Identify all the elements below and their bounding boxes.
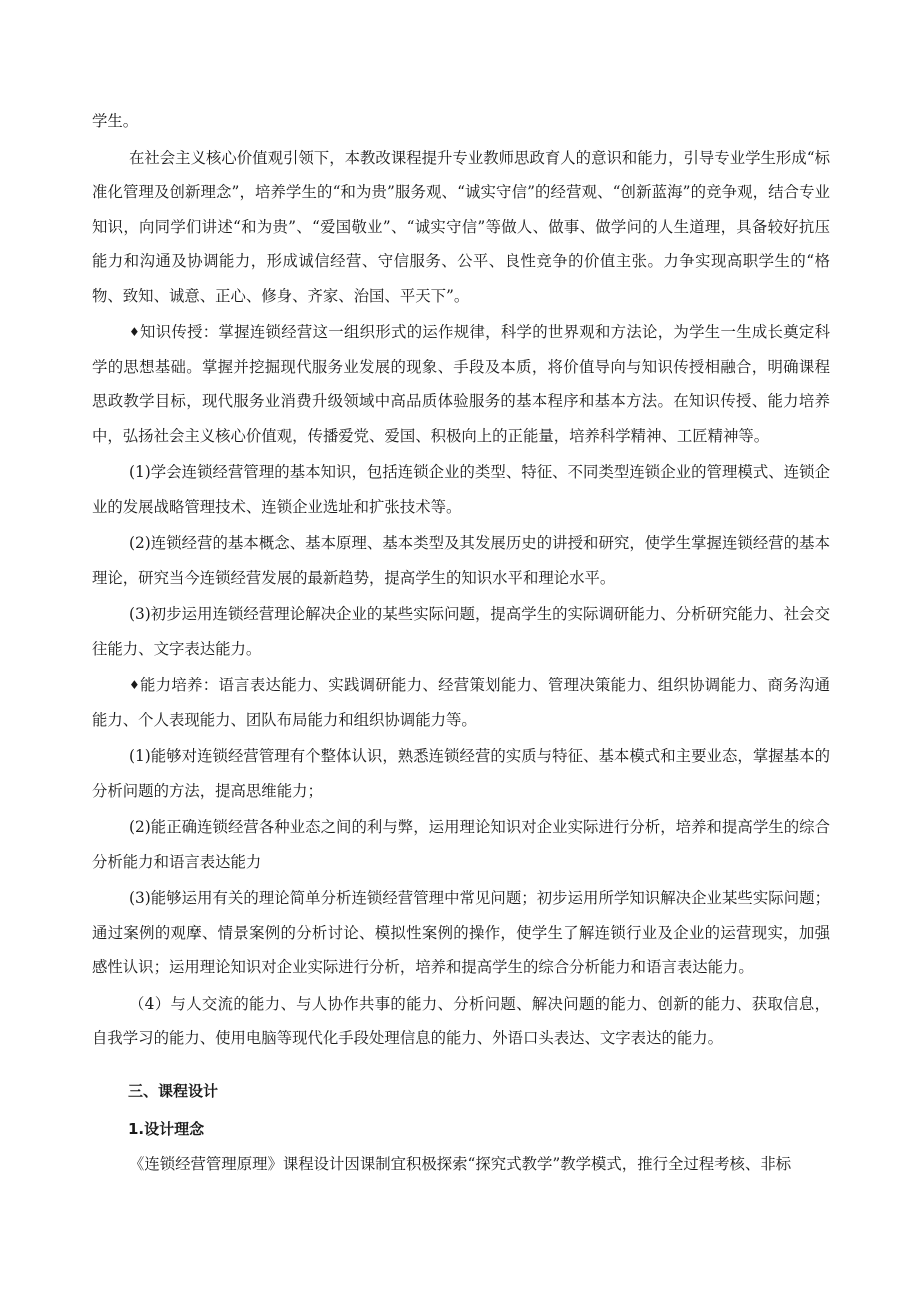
subsection-heading-design-concept: 1.设计理念 <box>128 1120 205 1138</box>
paragraph-design-concept: 《连锁经营管理原理》课程设计因课制宜积极探索“探究式教学”教学模式，推行全过程考核、非标 <box>128 1154 792 1173</box>
paragraph-core-values: 在社会主义核心价值观引领下，本教改课程提升专业教师思政育人的意识和能力，引导专业学生形成“标准化管理及创新理念”，培养学生的“和为贵”服务观、“诚实守信”的经营观、“创新蓝海”的竞争观，结合专业知识，向同学们讲述“和为贵”、“爱国敬业”、“诚实守信”等做人、做事、做学问的人生道理，具备较好抗压能力和沟通及协调能力，形成诚信经营、守信服务、公平、良性竞争的价值主张。力争实现高职学生的“格物、致知、诚意、正心、修身、齐家、治国、平天下”。 <box>92 148 830 305</box>
ability-item-4: （4）与人交流的能力、与人协作共事的能力、分析问题、解决问题的能力、创新的能力、获取信息，自我学习的能力、使用电脑等现代化手段处理信息的能力、外语口头表达、文字表达的能力。 <box>92 994 830 1047</box>
document-page <box>92 104 830 1183</box>
paragraph-knowledge-transfer <box>92 315 830 453</box>
ability-training-text: 能力培养：语言表达能力、实践调研能力、经营策划能力、管理决策能力、组织协调能力、商务沟通能力、个人表现能力、团队布局能力和组织协调能力等。 <box>92 676 830 729</box>
section-heading-course-design: 三、课程设计 <box>128 1081 219 1100</box>
knowledge-item-1: (1)学会连锁经营管理的基本知识，包括连锁企业的类型、特征、不同类型连锁企业的管理模式、连锁企业的发展战略管理技术、连锁企业选址和扩张技术等。 <box>92 463 830 516</box>
knowledge-transfer-text: 知识传授：掌握连锁经营这一组织形式的运作规律，科学的世界观和方法论，为学生一生成长奠定科学的思想基础。掌握并挖掘现代服务业发展的现象、手段及本质，将价值导向与知识传授相融合，明确课程思政教学目标，现代服务业消费升级领域中高品质体验服务的基本程序和基本方法。在知识传授、能力培养中，弘扬社会主义核心价值观，传播爱党、爱国、积极向上的正能量，培养科学精神、工匠精神等。 <box>92 323 830 445</box>
ability-item-3: (3)能够运用有关的理论简单分析连锁经营管理中常见问题；初步运用所学知识解决企业某些实际问题；通过案例的观摩、情景案例的分析讨论、模拟性案例的操作，使学生了解连锁行业及企业的运营现实，加强感性认识；运用理论知识对企业实际进行分析，培养和提高学生的综合分析能力和语言表达能力。 <box>92 889 830 976</box>
diamond-bullet-icon: ♦ <box>128 678 141 692</box>
paragraph-ability-training <box>92 668 830 737</box>
knowledge-item-3: (3)初步运用连锁经营理论解决企业的某些实际问题，提高学生的实际调研能力、分析研究能力、社会交往能力、文字表达能力。 <box>92 605 830 658</box>
knowledge-item-2: (2)连锁经营的基本概念、基本原理、基本类型及其发展历史的讲授和研究，使学生掌握连锁经营的基本理论，研究当今连锁经营发展的最新趋势，提高学生的知识水平和理论水平。 <box>92 534 830 587</box>
diamond-bullet-icon: ♦ <box>128 325 141 339</box>
ability-item-2: (2)能正确连锁经营各种业态之间的利与弊，运用理论知识对企业实际进行分析，培养和提高学生的综合分析能力和语言表达能力 <box>92 818 830 871</box>
ability-item-1: (1)能够对连锁经营管理有个整体认识，熟悉连锁经营的实质与特征、基本模式和主要业态，掌握基本的分析问题的方法，提高思维能力； <box>92 747 830 800</box>
paragraph-continuation: 学生。 <box>92 112 139 130</box>
